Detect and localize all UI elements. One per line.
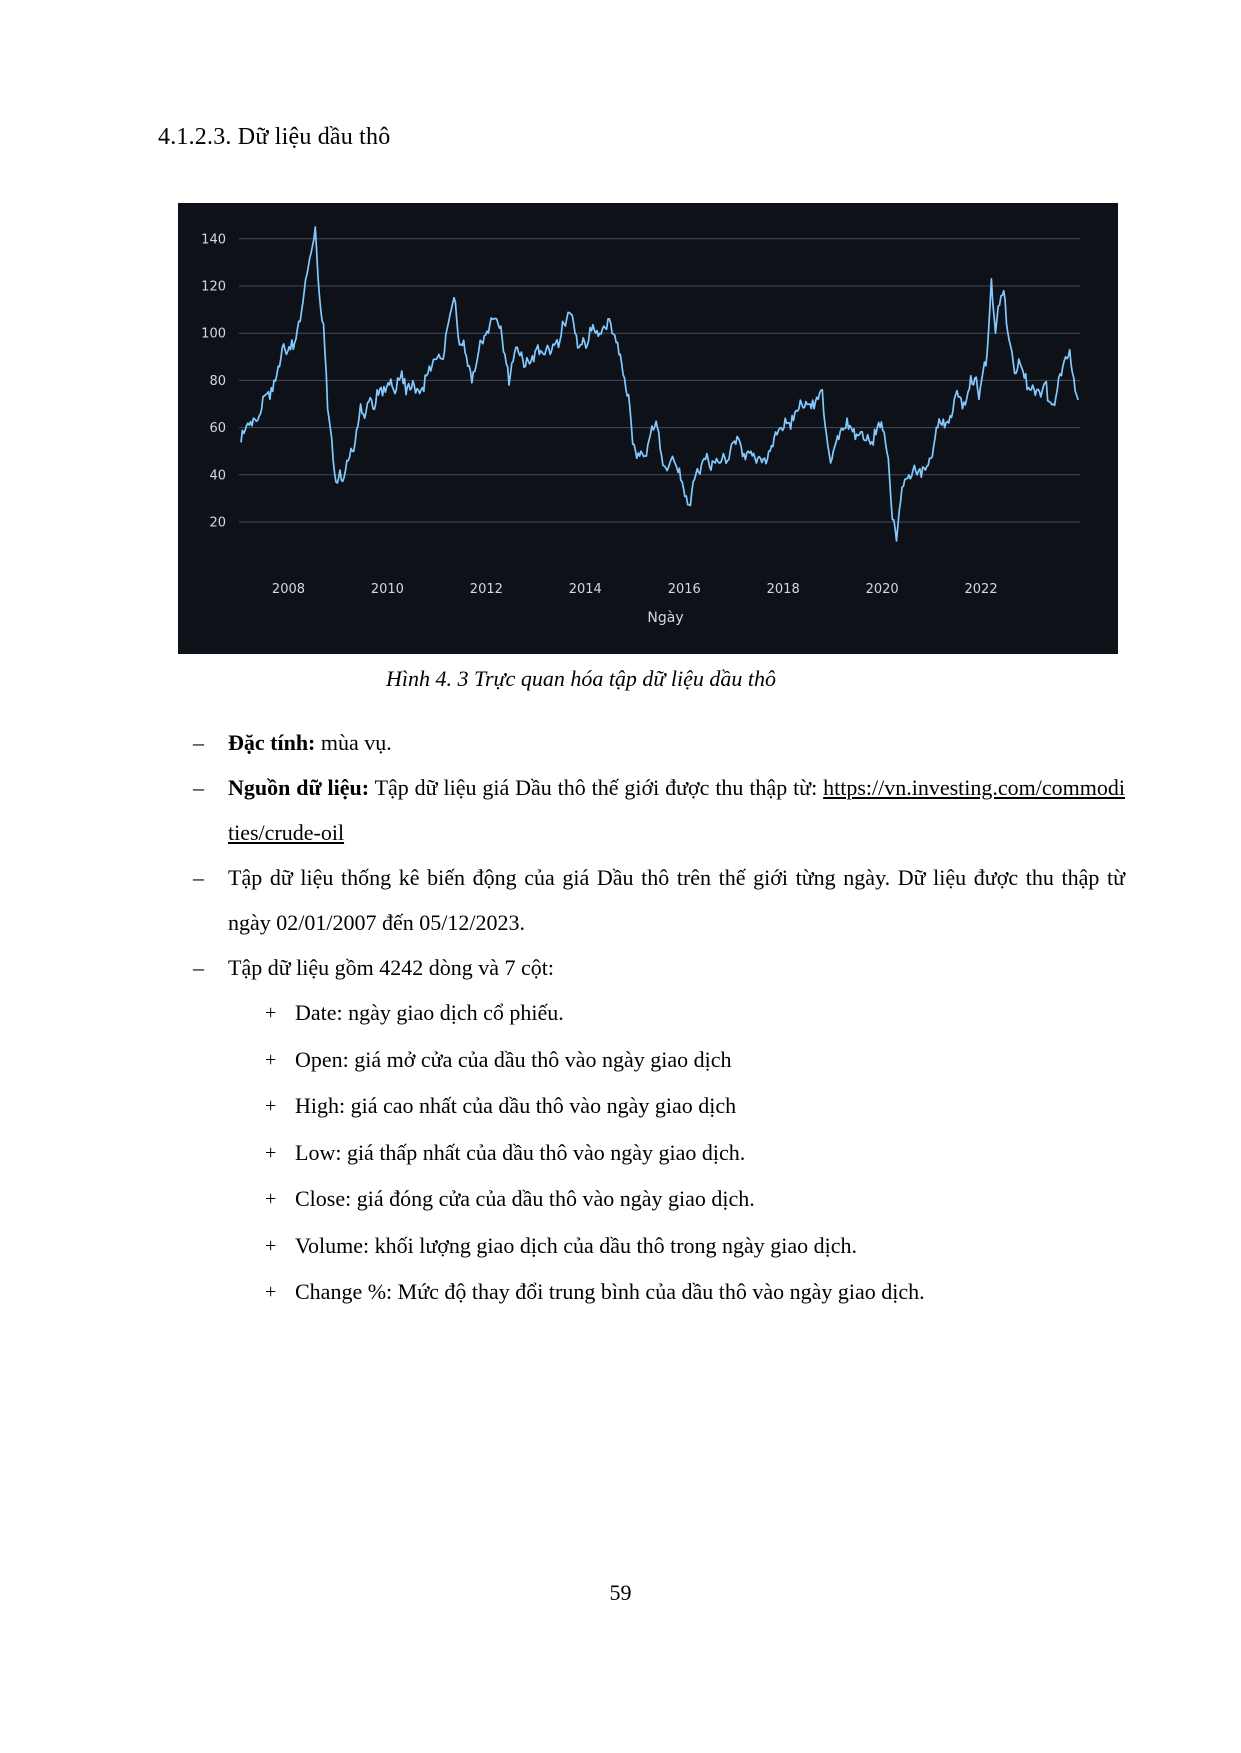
sub-list-item	[160, 1037, 1125, 1084]
sub-list-item	[160, 1130, 1125, 1177]
svg-text:Ngày: Ngày	[647, 610, 684, 626]
svg-text:2018: 2018	[766, 582, 800, 597]
svg-text:2014: 2014	[568, 582, 602, 597]
svg-text:2020: 2020	[865, 582, 899, 597]
item-text: Change %: Mức độ thay đổi trung bình của dầu thô vào ngày giao dịch.	[295, 1279, 925, 1304]
sub-list-item	[160, 1269, 1125, 1316]
item-text: Tập dữ liệu thống kê biến động của giá Dầu thô trên thế giới từng ngày. Dữ liệu được thu thập từ ngày 02/01/2007 đến 05/12/2023.	[228, 865, 1125, 935]
svg-text:2010: 2010	[370, 582, 404, 597]
item-text: Tập dữ liệu giá Dầu thô thế giới được thu thập từ:	[374, 775, 818, 800]
plus-marker: +	[265, 1281, 277, 1303]
list-item	[160, 720, 1125, 765]
item-text: mùa vụ.	[320, 730, 392, 755]
svg-text:40: 40	[209, 468, 226, 484]
page-number: 59	[609, 1580, 632, 1605]
item-text: Open: giá mở cửa của dầu thô vào ngày giao dịch	[295, 1046, 732, 1072]
page-title: 4.1.2.3. Dữ liệu dầu thô	[158, 124, 391, 150]
sub-list-item	[160, 1083, 1125, 1130]
plus-marker: +	[265, 1048, 277, 1071]
item-text: Tập dữ liệu gồm 4242 dòng và 7 cột:	[228, 955, 554, 980]
svg-text:2008: 2008	[271, 582, 306, 597]
item-text: High: giá cao nhất của dầu thô vào ngày giao dịch	[295, 1093, 737, 1118]
sub-bullet-list	[160, 990, 1125, 1316]
plus-marker: +	[265, 1141, 277, 1164]
body-text	[160, 720, 1125, 1316]
svg-text:2016: 2016	[667, 582, 701, 597]
crude-oil-chart	[178, 203, 1118, 654]
plus-marker: +	[265, 1095, 277, 1117]
list-item	[160, 855, 1125, 945]
svg-text:140: 140	[201, 232, 226, 248]
bullet-marker: –	[193, 865, 204, 890]
list-item	[160, 945, 1125, 990]
svg-text:80: 80	[209, 373, 226, 389]
sub-list-item	[160, 1223, 1125, 1270]
item-label-bold: Nguồn dữ liệu:	[228, 775, 370, 800]
plus-marker: +	[265, 1188, 277, 1210]
item-text: Volume: khối lượng giao dịch của dầu thô trong ngày giao dịch.	[295, 1232, 858, 1258]
investing-link[interactable]: https://vn.investing.com/commodities/crude-oil	[228, 775, 1125, 845]
sub-list-item	[160, 1176, 1125, 1223]
svg-text:120: 120	[201, 279, 226, 295]
item-text: Close: giá đóng cửa của dầu thô vào ngày giao dịch.	[295, 1186, 755, 1211]
item-text: Low: giá thấp nhất của dầu thô vào ngày giao dịch.	[295, 1139, 746, 1165]
item-label-bold: Đặc tính:	[228, 730, 316, 755]
svg-text:2012: 2012	[469, 582, 503, 597]
plus-marker: +	[265, 1002, 277, 1024]
list-item	[160, 765, 1125, 855]
crude-oil-chart-canvas	[178, 203, 1118, 654]
plus-marker: +	[265, 1234, 277, 1257]
sub-list-item	[160, 990, 1125, 1037]
bullet-marker: –	[193, 955, 204, 980]
svg-text:2022: 2022	[964, 582, 998, 597]
item-text: Date: ngày giao dịch cổ phiếu.	[295, 1000, 564, 1025]
svg-text:100: 100	[201, 326, 226, 342]
svg-text:60: 60	[209, 421, 226, 437]
svg-text:20: 20	[209, 515, 226, 531]
figure-caption: Hình 4. 3 Trực quan hóa tập dữ liệu dầu thô	[385, 666, 777, 691]
bullet-marker: –	[193, 775, 204, 800]
bullet-marker: –	[193, 730, 204, 755]
